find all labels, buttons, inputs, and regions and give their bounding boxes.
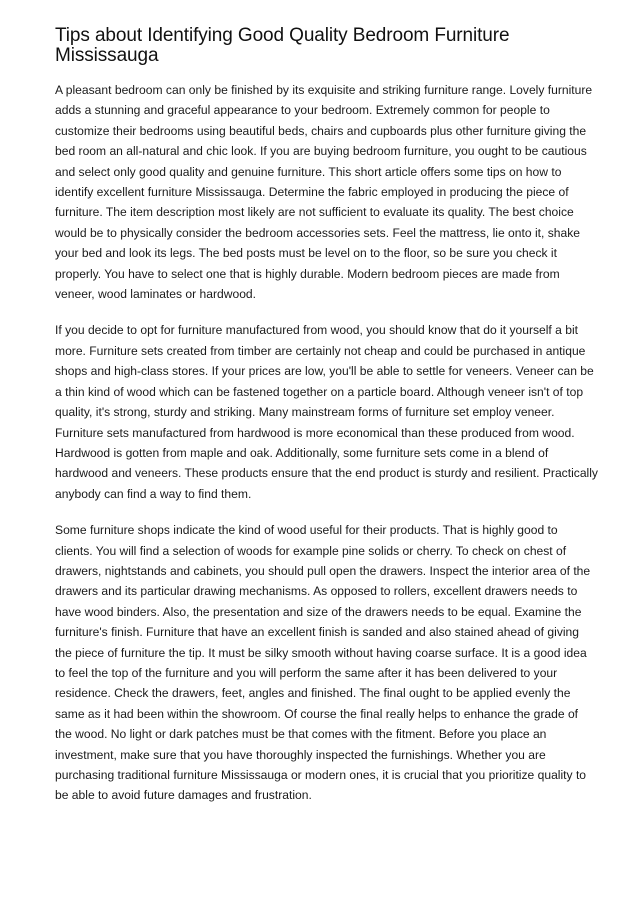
document-title: Tips about Identifying Good Quality Bedroom Furniture Mississauga (55, 25, 510, 66)
paragraph-intro: A pleasant bedroom can only be finished by its exquisite and striking furniture range. Lovely furniture adds a stunning and graceful appearance to your bedroom. Extremely common for people to customize their bedrooms using beautiful beds, chairs and cupboards plus other furniture giving the bed room an all-natural and chic look. If you are buying bedroom furniture, you ought to be cautious and select only good quality and genuine furniture. This short article offers some tips on how to identify excellent furniture Mississauga. Determine the fabric employed in producing the piece of furniture. The item description most likely are not sufficient to evaluate its quality. The best choice would be to physically consider the bedroom accessories sets. Feel the mattress, lie onto it, shake your bed and look its legs. The bed posts must be level on to the floor, so be sure you check it properly. You have to select one that is highly durable. Modern bedroom pieces are made from veneer, wood laminates or hardwood. (55, 83, 593, 302)
paragraph-inspection: Some furniture shops indicate the kind of wood useful for their products. That is highly good to clients. You will find a selection of woods for example pine solids or cherry. To check on chest of drawers, nightstands and cabinets, you should pull open the drawers. Inspect the interior area of the drawers and its particular drawing mechanisms. As opposed to rollers, excellent drawers needs to have wood binders. Also, the presentation and size of the drawers needs to be equal. Examine the furniture's finish. Furniture that have an excellent finish is sanded and also stained ahead of giving the piece of furniture the tip. It must be silky smooth without having coarse surface. It is a good idea to feel the top of the furniture and you will perform the same after it has been delivered to your residence. Check the drawers, feet, angles and finished. The final ought to be applied evenly the same as it had been within the showroom. Of course the final really helps to enhance the grade of the wood. No light or dark patches must be that comes with the fitment. Before you place an investment, make sure that you have thoroughly inspected the furnishings. Whether you are purchasing traditional furniture Mississauga or modern ones, it is crucial that you prioritize quality to be able to avoid future damages and frustration. (55, 523, 591, 803)
paragraph-wood: If you decide to opt for furniture manufactured from wood, you should know that do it yourself a bit more. Furniture sets created from timber are certainly not cheap and could be purchased in antique shops and high-class stores. If your prices are low, you'll be able to settle for veneers. Veneer can be a thin kind of wood which can be fastened together on a particle board. Although veneer isn't of top quality, it's strong, sturdy and striking. Many mainstream forms of furniture set employ veneer. Furniture sets manufactured from hardwood is more economical than these produced from wood. Hardwood is gotten from maple and oak. Additionally, some furniture sets come in a blend of hardwood and veneers. These products ensure that the end product is sturdy and resilient. Practically anybody can find a way to find them. (55, 323, 598, 501)
